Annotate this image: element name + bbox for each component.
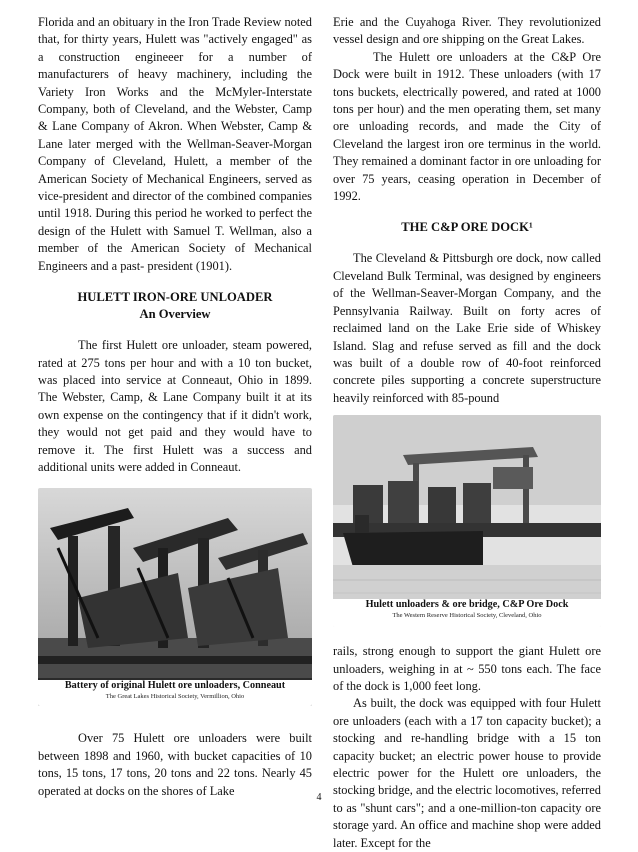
section-heading-hulett: HULETT IRON-ORE UNLOADER bbox=[77, 290, 273, 305]
cp-photo-caption-box bbox=[333, 599, 601, 627]
conneaut-photo-image bbox=[38, 488, 312, 706]
cp-ore-dock-photo-image bbox=[333, 415, 601, 627]
right-paragraph-3: The Cleveland & Pittsburgh ore dock, now called Cleveland Bulk Terminal, was designed by engineers of the Wellman-Seaver-Morgan Company, and the Pennsylvania Railway. Built on forty acres of reclaimed land on the Lake Erie side of Whiskey Island. Slag and refuse served as fill and the dock was built of a double row of 40-foot reinforced concrete piles supporting a concrete superstructure heavily reinforced with 85-pound bbox=[333, 251, 601, 405]
cp-photo-credit: The Western Reserve Historical Society, Cleveland, Ohio bbox=[392, 612, 542, 620]
section-subheading-overview: An Overview bbox=[139, 307, 211, 322]
right-paragraph-5: As built, the dock was equipped with four Hulett ore unloaders (each with a 17 ton capacity bucket); a stocking and re-handling bridge with a 15 ton capacity bucket; an electric power house to provide electric power for the Hulett ore unloaders, the stocking bridge, and the electric locomotives, referred to as "shunt cars"; and a one-million-ton capacity ore storage yard. An office and machine shop were added later. Except for the bbox=[333, 696, 601, 850]
right-paragraph-4: rails, strong enough to support the giant Hulett ore unloaders, weighing in at ~ 550 tons each. The face of the dock is 1,000 feet long. bbox=[333, 644, 601, 693]
page-number: 4 bbox=[316, 792, 322, 803]
right-paragraph-1: Erie and the Cuyahoga River. They revolutionized vessel design and ore shipping on the Great Lakes. bbox=[333, 15, 601, 47]
left-paragraph-3: Over 75 Hulett ore unloaders were built between 1898 and 1960, with bucket capacities of 10 tons, 15 tons, 17 tons, 20 tons and 22 tons. Nearly 45 operated at docks on the shores of Lake bbox=[38, 731, 312, 798]
conneaut-unloaders-photo bbox=[38, 488, 312, 706]
left-paragraph-1: Florida and an obituary in the Iron Trade Review noted that, for thirty years, Hulett was "actively engaged" as a construction engineeer for a number of manufacturers of heavy machinery, including the Variety Iron Works and the McMyler-Interstate Company, both of Cleveland, and the Webster, Camp & Lane Company of Akron. When Webster, Camp & Lane later merged with the Wellman-Seaver-Morgan Company of Cleveland, Hulett, a member of the American Society of Mechanical Engineers, served as vice-president and director of the combined companies until 1918. During this period he worked to perfect the design of the Hulett with Samuel T. Wellman, also a member of the American Society of Mechanical Engineers and a past- president (1901). bbox=[38, 15, 312, 273]
conneaut-photo-credit: The Great Lakes Historical Society, Vermillion, Ohio bbox=[105, 693, 245, 701]
left-column bbox=[38, 14, 312, 800]
cp-ore-dock-photo bbox=[333, 415, 601, 627]
right-column bbox=[333, 14, 601, 852]
conneaut-photo-caption-box bbox=[38, 680, 312, 706]
cp-photo-caption: Hulett unloaders & ore bridge, C&P Ore Dock bbox=[365, 599, 569, 611]
section-heading-cp-ore-dock: THE C&P ORE DOCK¹ bbox=[401, 220, 533, 235]
conneaut-photo-caption: Battery of original Hulett ore unloaders, Conneaut bbox=[64, 680, 286, 692]
left-paragraph-2: The first Hulett ore unloader, steam powered, rated at 275 tons per hour and with a 10 ton bucket, was placed into service at Conneaut, Ohio in 1899. The Webster, Camp, & Lane Company built it at its own expense on the contingency that if it didn't work, they would not get paid and they would have to remove it. The first Hulett was a success and additional units were added in Conneaut. bbox=[38, 338, 312, 474]
right-paragraph-2: The Hulett ore unloaders at the C&P Ore Dock were built in 1912. These unloaders (with 17 tons buckets, electrically powered, and rated at 1000 tons per hour) and the men operating them, set many ore unloading records, and made the City of Cleveland the largest iron ore terminus in the world. They remained a dominant factor in ore unloading for over 75 years, ceasing operation in December of 1992. bbox=[333, 49, 601, 204]
